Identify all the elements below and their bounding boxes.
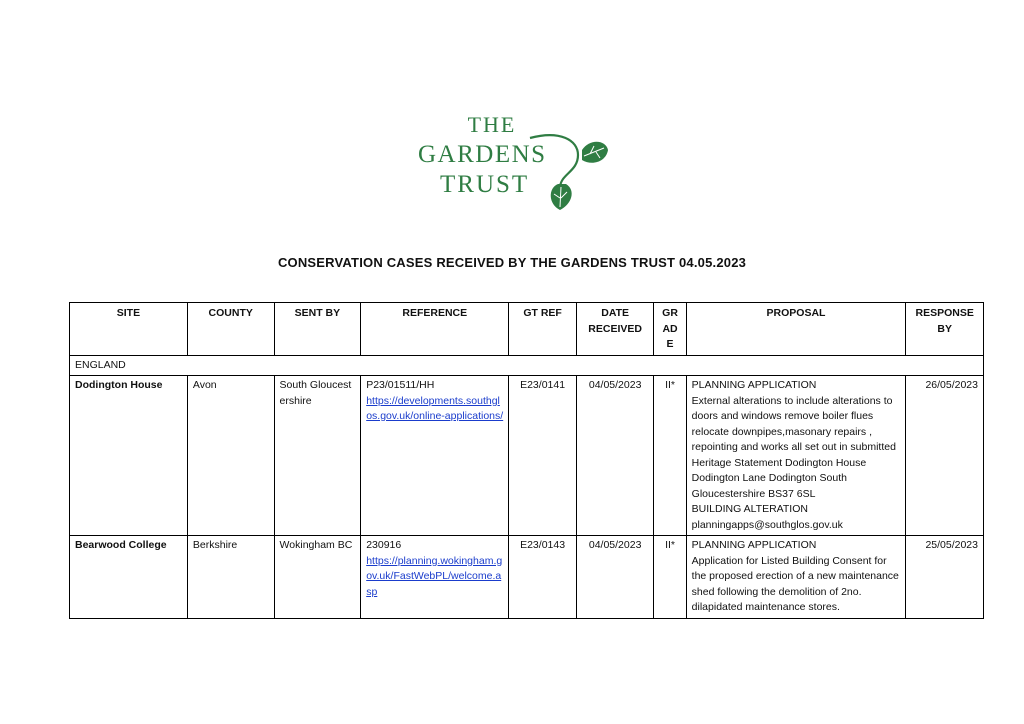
table-row bbox=[70, 376, 984, 536]
table-header-row bbox=[70, 303, 984, 356]
proposal-heading: PLANNING APPLICATION bbox=[691, 379, 817, 391]
date-received-cell: 04/05/2023 bbox=[576, 376, 654, 536]
column-header-response-by: RESPONSE BY bbox=[906, 303, 984, 356]
logo-line-trust: TRUST bbox=[440, 171, 530, 198]
proposal-extra: BUILDING ALTERATION bbox=[691, 503, 808, 515]
grade-cell: II* bbox=[654, 536, 686, 619]
column-header-date-received: DATE RECEIVED bbox=[576, 303, 654, 356]
gardens-trust-logo bbox=[410, 110, 620, 210]
table-row bbox=[70, 536, 984, 619]
sent-by-cell: Wokingham BC bbox=[274, 536, 361, 619]
column-header-grade: GRADE bbox=[654, 303, 686, 356]
reference-cell bbox=[361, 536, 509, 619]
response-by-cell: 26/05/2023 bbox=[906, 376, 984, 536]
logo-line-gardens: GARDENS bbox=[418, 141, 547, 168]
proposal-heading: PLANNING APPLICATION bbox=[691, 539, 817, 551]
county-cell: Avon bbox=[187, 376, 274, 536]
leaf-icon bbox=[551, 184, 572, 210]
column-header-reference: REFERENCE bbox=[361, 303, 509, 356]
reference-code: 230916 bbox=[366, 539, 402, 551]
column-header-gt-ref: GT REF bbox=[509, 303, 577, 356]
document-title: CONSERVATION CASES RECEIVED BY THE GARDENS TRUST 04.05.2023 bbox=[277, 255, 747, 270]
column-header-site: SITE bbox=[70, 303, 188, 356]
proposal-email: planningapps@southglos.gov.uk bbox=[691, 518, 843, 531]
gt-ref-cell: E23/0141 bbox=[509, 376, 577, 536]
response-by-cell: 25/05/2023 bbox=[906, 536, 984, 619]
site-cell: Dodington House bbox=[70, 376, 188, 536]
sent-by-cell: South Gloucestershire bbox=[274, 376, 361, 536]
reference-code: P23/01511/HH bbox=[366, 379, 435, 391]
reference-link[interactable]: https://developments.southglos.gov.uk/online-applications/ bbox=[366, 394, 504, 422]
proposal-text: Application for Listed Building Consent for the proposed erection of a new maintenance shed following the demolition of 2no. dilapidated maintenance stores. bbox=[691, 554, 899, 613]
conservation-cases-table bbox=[69, 302, 984, 619]
gt-ref-cell: E23/0143 bbox=[509, 536, 577, 619]
column-header-sent-by: SENT BY bbox=[274, 303, 361, 356]
proposal-text: External alterations to include alterations to doors and windows remove boiler flues relocate downpipes,masonary repairs , repointing and works all set out in submitted Heritage Statement Dodington House Dodington Lane Dodington South Gloucestershire BS37 6SL bbox=[691, 394, 896, 500]
reference-link[interactable]: https://planning.wokingham.gov.uk/FastWebPL/welcome.asp bbox=[366, 554, 503, 598]
leaf-icon bbox=[582, 142, 608, 163]
proposal-cell bbox=[686, 536, 906, 619]
date-received-cell: 04/05/2023 bbox=[576, 536, 654, 619]
county-cell: Berkshire bbox=[187, 536, 274, 619]
region-label: ENGLAND bbox=[70, 355, 984, 376]
proposal-cell bbox=[686, 376, 906, 536]
site-cell: Bearwood College bbox=[70, 536, 188, 619]
reference-cell bbox=[361, 376, 509, 536]
logo-line-the: THE bbox=[467, 112, 517, 137]
grade-cell: II* bbox=[654, 376, 686, 536]
column-header-proposal: PROPOSAL bbox=[686, 303, 906, 356]
region-row bbox=[70, 355, 984, 376]
column-header-county: COUNTY bbox=[187, 303, 274, 356]
